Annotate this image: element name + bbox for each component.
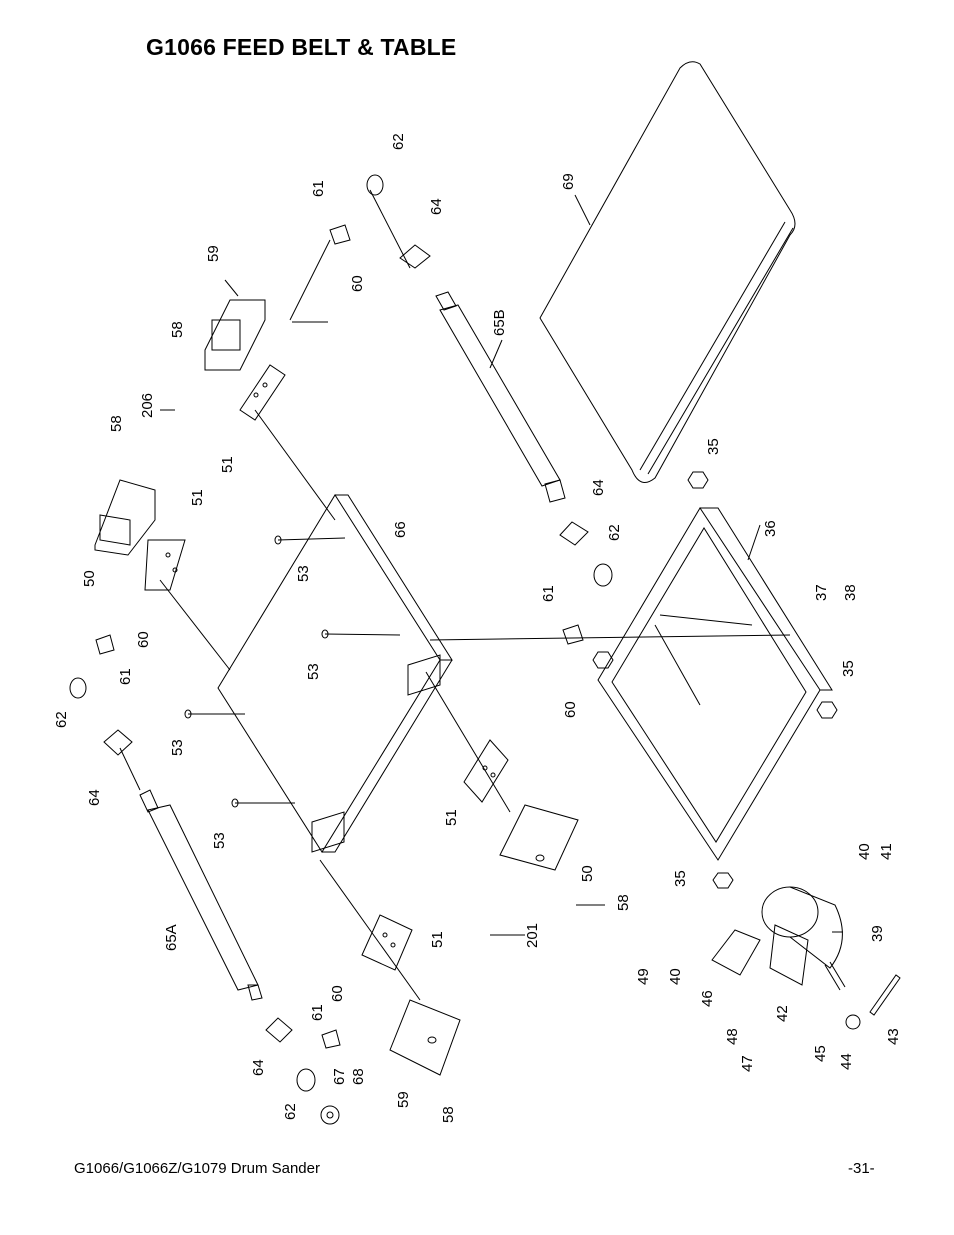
label-59: 59 [205,245,222,262]
label-64: 64 [86,789,103,806]
plate-part-51-b [145,540,185,590]
shafts [120,190,790,1000]
label-60: 60 [329,985,346,1002]
plate-part-51-d [362,915,412,970]
label-62: 62 [282,1103,299,1120]
label-66: 66 [392,521,409,538]
label-48: 48 [724,1028,741,1045]
plate-part-64-bottom [266,1018,292,1042]
label-53: 53 [295,565,312,582]
label-60: 60 [349,275,366,292]
label-40: 40 [856,843,873,860]
label-62: 62 [606,524,623,541]
label-41: 41 [878,843,895,860]
label-58: 58 [615,894,632,911]
label-53: 53 [305,663,322,680]
leader-lines [160,195,843,935]
label-61: 61 [117,668,134,685]
bracket-part-50-right [500,805,578,870]
label-42: 42 [774,1005,791,1022]
label-39: 39 [869,925,886,942]
plate-part-51-c [464,740,508,802]
label-53: 53 [169,739,186,756]
label-35: 35 [705,438,722,455]
plate-part-64-left [104,730,132,755]
label-51: 51 [443,809,460,826]
label-64: 64 [250,1059,267,1076]
label-58: 58 [108,415,125,432]
roller-part-65a [140,790,262,1000]
label-60: 60 [562,701,579,718]
label-61: 61 [310,180,327,197]
page-title: G1066 FEED BELT & TABLE [146,34,457,60]
bushing-part-62-mid [594,564,612,586]
nut-part-35-bottom [713,873,733,888]
bushing-part-62-bottom [297,1069,315,1091]
motor-part-39 [762,887,845,990]
label-65b: 65B [491,309,508,336]
label-49: 49 [635,968,652,985]
label-60: 60 [135,631,152,648]
bracket-part-59-bottom [390,1000,460,1075]
label-35: 35 [840,660,857,677]
nut-part-35-top [688,472,708,488]
label-67: 67 [331,1068,348,1085]
label-69: 69 [560,173,577,190]
block-part-61-left [96,635,114,654]
label-36: 36 [762,520,779,537]
label-37: 37 [813,584,830,601]
label-35: 35 [672,870,689,887]
label-46: 46 [699,990,716,1007]
bushing-part-62-left [70,678,86,698]
label-64: 64 [590,479,607,496]
label-53: 53 [211,832,228,849]
sprocket-part-68 [321,1106,339,1124]
nut-part-35-right [817,702,837,718]
footer-model-name: G1066/G1066Z/G1079 Drum Sander [74,1160,320,1177]
block-part-61-bottom [322,1030,340,1048]
block-part-61-mid [563,625,583,644]
label-65a: 65A [163,924,180,951]
bushing-part-62-top [367,175,383,195]
label-62: 62 [390,133,407,150]
bracket-part-50-left [95,480,155,555]
label-40: 40 [667,968,684,985]
label-61: 61 [540,585,557,602]
mount-plate-part-46 [712,930,760,975]
pulley-part-44 [846,1015,860,1029]
label-58: 58 [440,1106,457,1123]
plate-part-51-a [240,365,285,420]
label-43: 43 [885,1028,902,1045]
plate-part-64-mid [560,522,588,545]
label-44: 44 [838,1053,855,1070]
label-68: 68 [350,1068,367,1085]
label-58: 58 [169,321,186,338]
label-51: 51 [189,489,206,506]
footer-page-number: -31- [848,1160,875,1177]
label-201: 201 [524,922,541,948]
label-61: 61 [309,1004,326,1021]
frame-part-36 [598,508,832,860]
label-62: 62 [53,711,70,728]
bolt-part-53-d [232,799,295,807]
feed-belt-part-69 [540,62,795,483]
block-part-61-top [330,225,350,244]
label-51: 51 [219,456,236,473]
table-part-66 [218,495,452,852]
label-38: 38 [842,584,859,601]
label-59: 59 [395,1091,412,1108]
label-50: 50 [81,570,98,587]
label-64: 64 [428,198,445,215]
part-labels [53,133,902,1123]
bracket-part-59-top [205,300,265,370]
label-51: 51 [429,931,446,948]
label-47: 47 [739,1055,756,1072]
label-50: 50 [579,865,596,882]
label-206: 206 [139,392,156,418]
belt-strip-part-43 [870,975,900,1015]
bolt-part-53-b [322,630,400,638]
label-45: 45 [812,1045,829,1062]
